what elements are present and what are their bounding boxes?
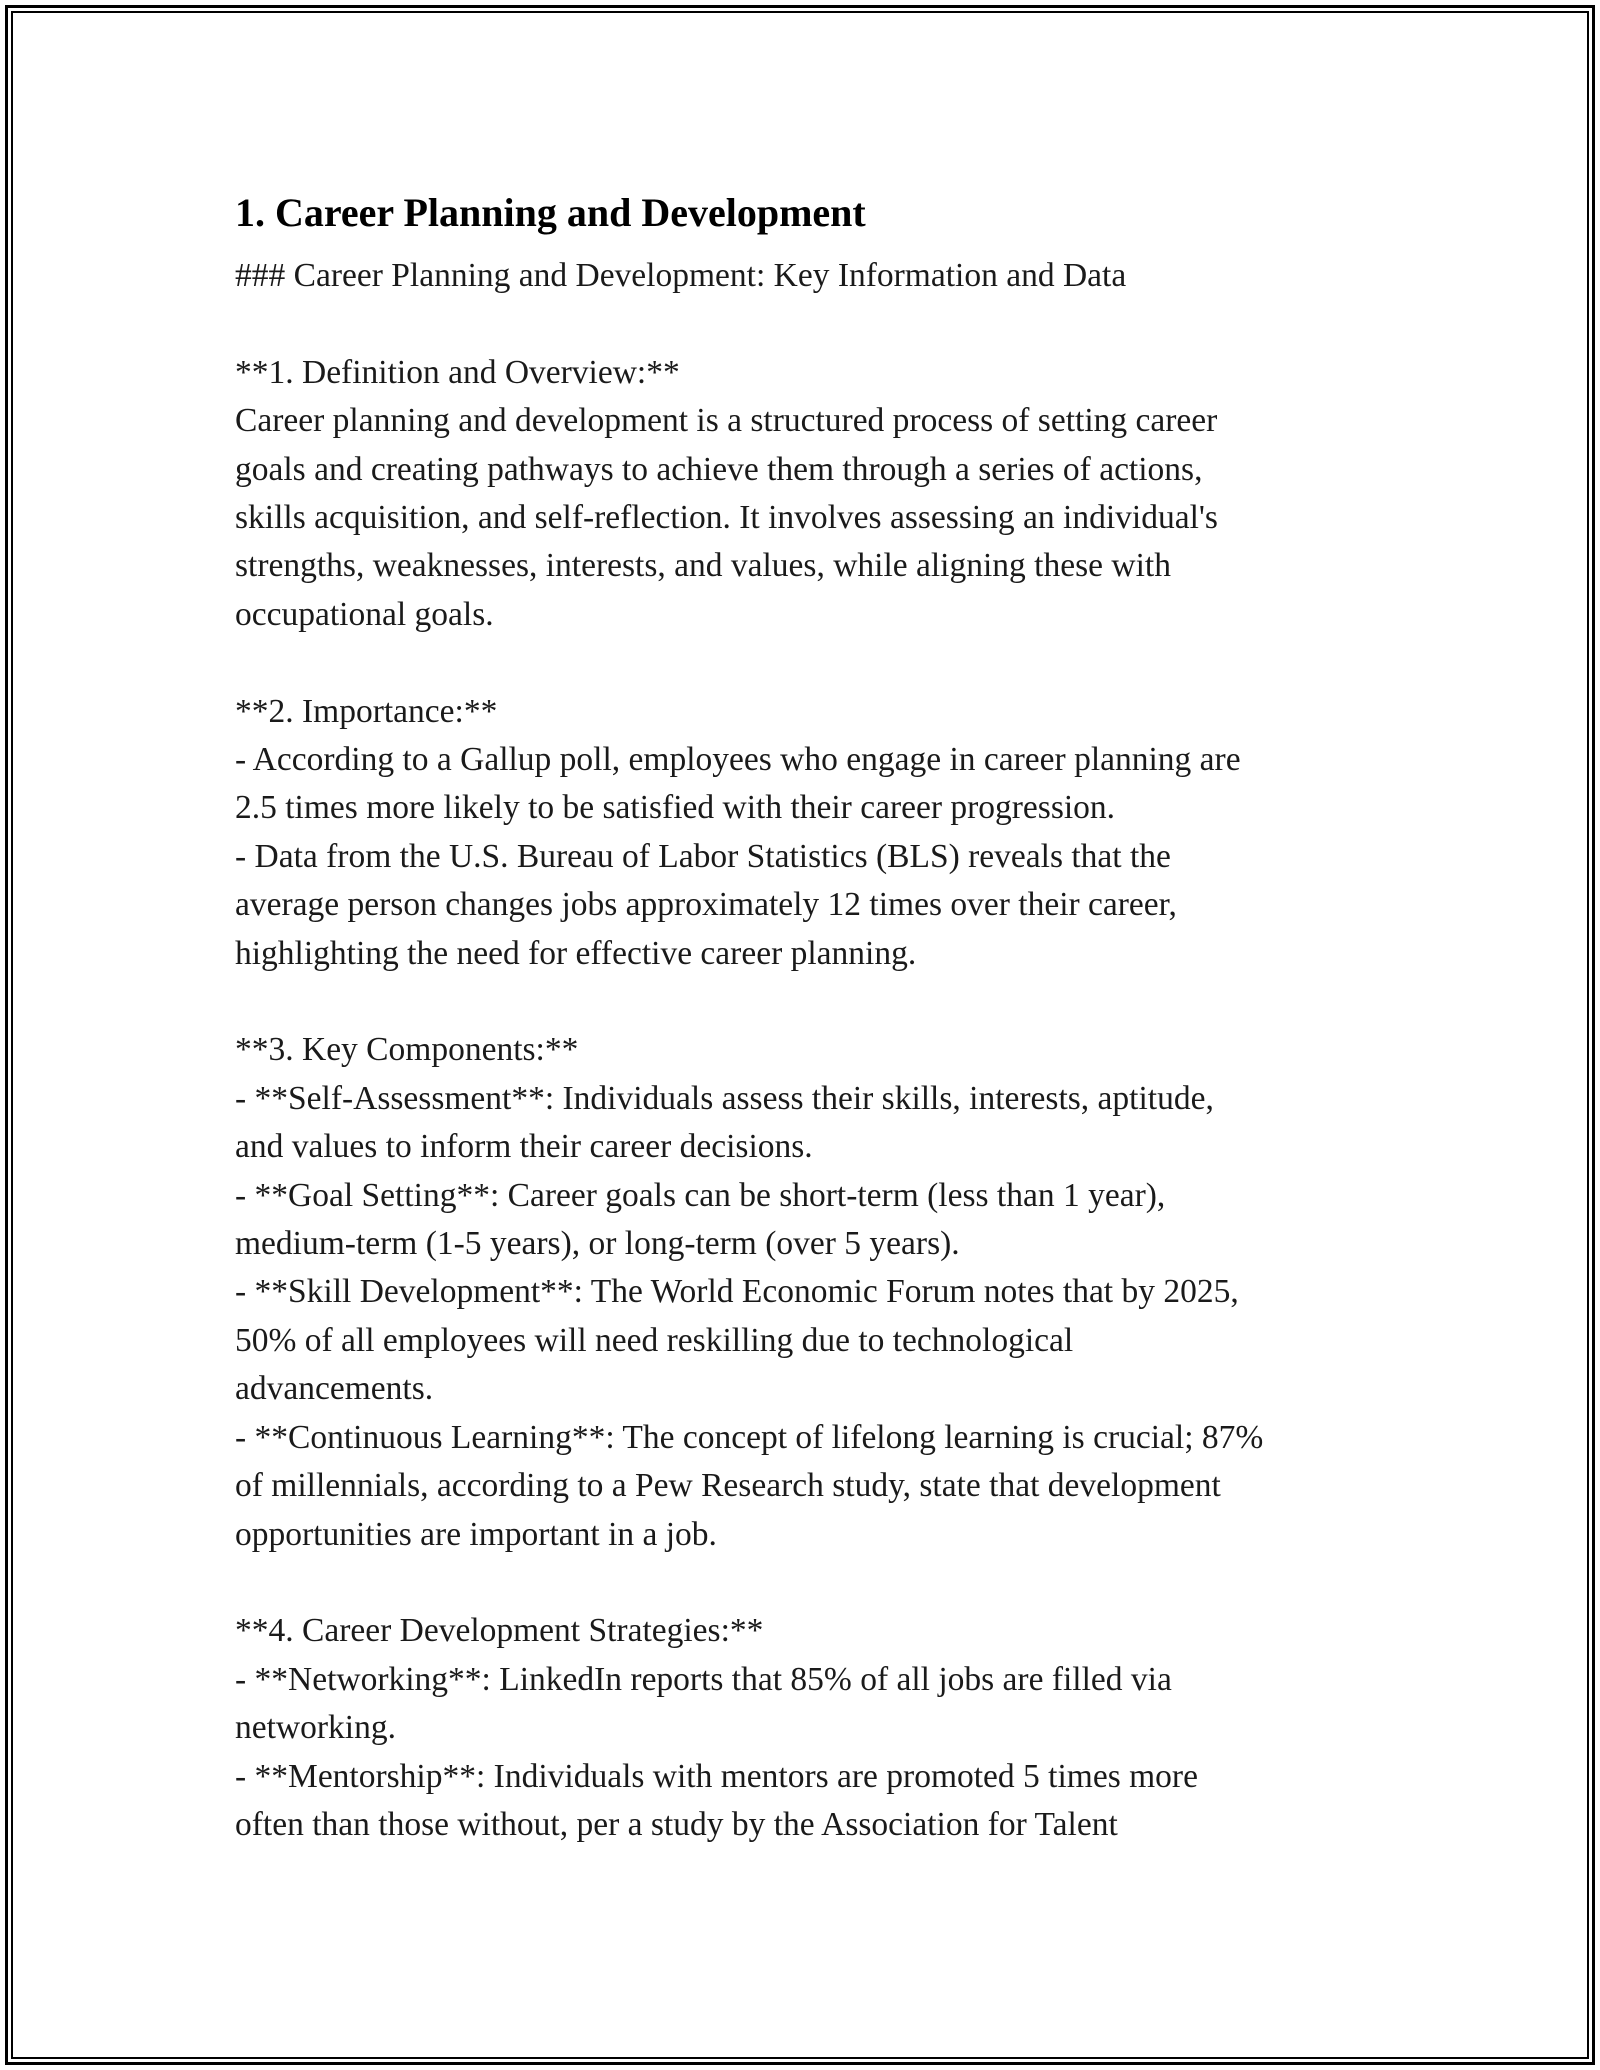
body-line: ### Career Planning and Development: Key Information and Data: [235, 257, 1127, 294]
body-line: medium-term (1-5 years), or long-term (over 5 years).: [235, 1225, 960, 1263]
body-line: 50% of all employees will need reskilling due to technological: [235, 1321, 1074, 1359]
body-line: often than those without, per a study by the Association for Talent: [235, 1805, 1118, 1843]
blank-line: [235, 1559, 1385, 1607]
document-body: [235, 252, 1385, 1849]
body-line: - According to a Gallup poll, employees who engage in career planning are: [235, 741, 1241, 779]
body-line: and values to inform their career decisions.: [235, 1128, 813, 1166]
body-line: - **Networking**: LinkedIn reports that 85% of all jobs are filled via: [235, 1660, 1172, 1698]
blank-line: [235, 978, 1385, 1026]
body-line: **4. Career Development Strategies:**: [235, 1612, 764, 1650]
body-line: networking.: [235, 1709, 396, 1747]
body-line: advancements.: [235, 1370, 434, 1408]
body-line: skills acquisition, and self-reflection. It involves assessing an individual's: [235, 499, 1218, 537]
body-line: - **Mentorship**: Individuals with mentors are promoted 5 times more: [235, 1757, 1198, 1795]
body-line: - **Self-Assessment**: Individuals assess their skills, interests, aptitude,: [235, 1079, 1214, 1117]
body-line: highlighting the need for effective career planning.: [235, 934, 917, 972]
blank-line: [235, 639, 1385, 687]
body-line: average person changes jobs approximately 12 times over their career,: [235, 886, 1177, 924]
document-title: 1. Career Planning and Development: [235, 190, 866, 235]
body-line: goals and creating pathways to achieve them through a series of actions,: [235, 450, 1203, 488]
body-line: - Data from the U.S. Bureau of Labor Statistics (BLS) reveals that the: [235, 837, 1171, 875]
body-line: occupational goals.: [235, 595, 494, 633]
body-line: - **Goal Setting**: Career goals can be short-term (less than 1 year),: [235, 1176, 1166, 1214]
body-line: **1. Definition and Overview:**: [235, 353, 680, 391]
body-line: 2.5 times more likely to be satisfied with their career progression.: [235, 789, 1116, 827]
body-line: strengths, weaknesses, interests, and values, while aligning these with: [235, 547, 1171, 585]
body-line: **3. Key Components:**: [235, 1031, 579, 1069]
body-line: - **Skill Development**: The World Economic Forum notes that by 2025,: [235, 1273, 1239, 1311]
document-content: [235, 184, 1385, 1849]
body-line: of millennials, according to a Pew Research study, state that development: [235, 1467, 1221, 1505]
body-line: **2. Importance:**: [235, 692, 498, 730]
body-line: opportunities are important in a job.: [235, 1515, 717, 1553]
body-line: - **Continuous Learning**: The concept of lifelong learning is crucial; 87%: [235, 1418, 1264, 1456]
body-line: Career planning and development is a structured process of setting career: [235, 402, 1218, 440]
blank-line: [235, 300, 1385, 348]
